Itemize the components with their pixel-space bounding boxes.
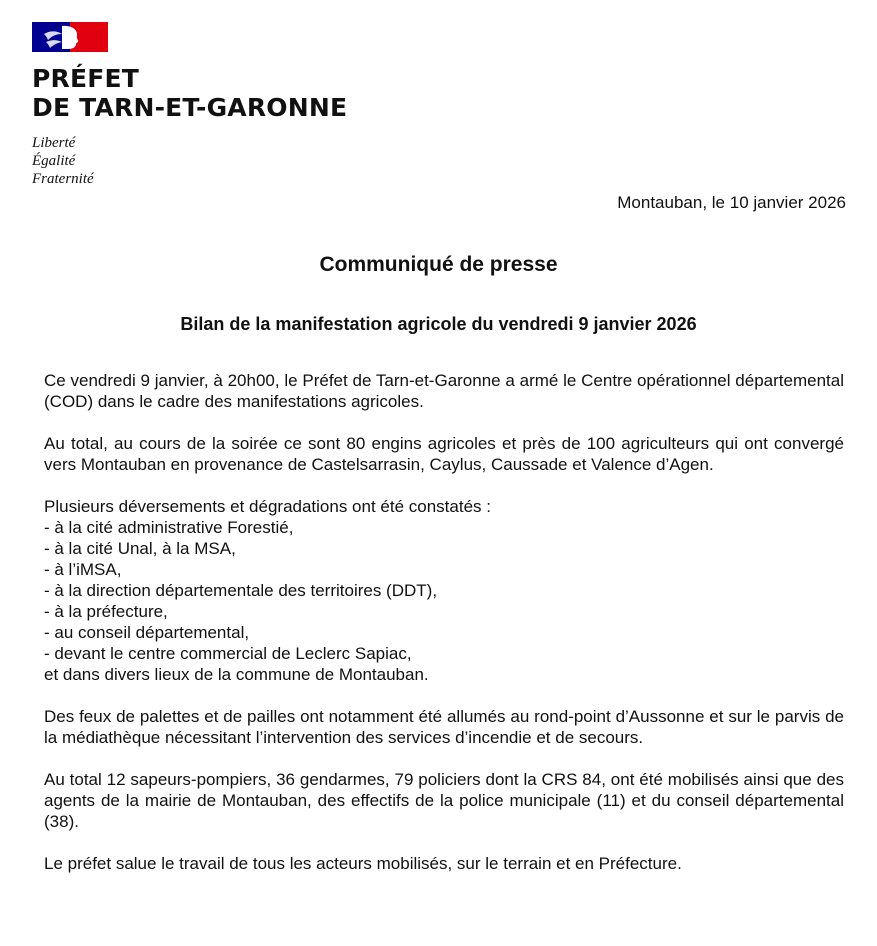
list-item: - à la direction départementale des territoires (DDT), <box>44 581 438 600</box>
document-date: Montauban, le 10 janvier 2026 <box>617 193 846 212</box>
paragraph-cod: Ce vendredi 9 janvier, à 20h00, le Préfet de Tarn-et-Garonne a armé le Centre opérationnel départemental (COD) dans le cadre des manifestations agricoles. <box>44 371 844 411</box>
degradations-outro: et dans divers lieux de la commune de Montauban. <box>44 665 429 684</box>
list-item: - au conseil départemental, <box>44 623 250 642</box>
motto-egalite: Égalité <box>32 153 76 169</box>
paragraph-conclusion: Le préfet salue le travail de tous les acteurs mobilisés, sur le terrain et en Préfecture. <box>44 854 682 873</box>
republic-motto <box>32 134 347 188</box>
document-body <box>44 370 844 874</box>
paragraph-feux: Des feux de palettes et de pailles ont notamment été allumés au rond-point d’Aussonne et sur le parvis de la médiathèque nécessitant l’intervention des services d’incendie et de secours. <box>44 707 844 747</box>
org-line-2: DE TARN-ET-GARONNE <box>32 93 348 122</box>
degradations-intro: Plusieurs déversements et dégradations ont été constatés : <box>44 497 491 516</box>
degradations-list <box>44 517 844 664</box>
list-item: - à l’iMSA, <box>44 560 122 579</box>
organization-name <box>32 64 347 122</box>
paragraph-effectifs: Au total 12 sapeurs-pompiers, 36 gendarmes, 79 policiers dont la CRS 84, ont été mobilisés ainsi que des agents de la mairie de Montauban, des effectifs de la police municipale (11) et du conseil départemental (38). <box>44 770 844 831</box>
document-subject: Bilan de la manifestation agricole du vendredi 9 janvier 2026 <box>180 314 697 334</box>
paragraph-degradations <box>44 496 844 685</box>
document-type-title: Communiqué de presse <box>319 253 558 276</box>
list-item: - à la préfecture, <box>44 602 168 621</box>
marianne-logo-icon <box>32 22 108 52</box>
org-line-1: PRÉFET <box>32 64 140 93</box>
prefecture-header <box>32 22 347 188</box>
list-item: - à la cité Unal, à la MSA, <box>44 539 236 558</box>
paragraph-engins: Au total, au cours de la soirée ce sont 80 engins agricoles et près de 100 agriculteurs qui ont convergé vers Montauban en provenance de Castelsarrasin, Caylus, Caussade et Valence d’Agen. <box>44 434 844 474</box>
motto-liberte: Liberté <box>32 135 76 151</box>
motto-fraternite: Fraternité <box>32 171 94 187</box>
list-item: - devant le centre commercial de Leclerc Sapiac, <box>44 644 412 663</box>
list-item: - à la cité administrative Forestié, <box>44 518 294 537</box>
